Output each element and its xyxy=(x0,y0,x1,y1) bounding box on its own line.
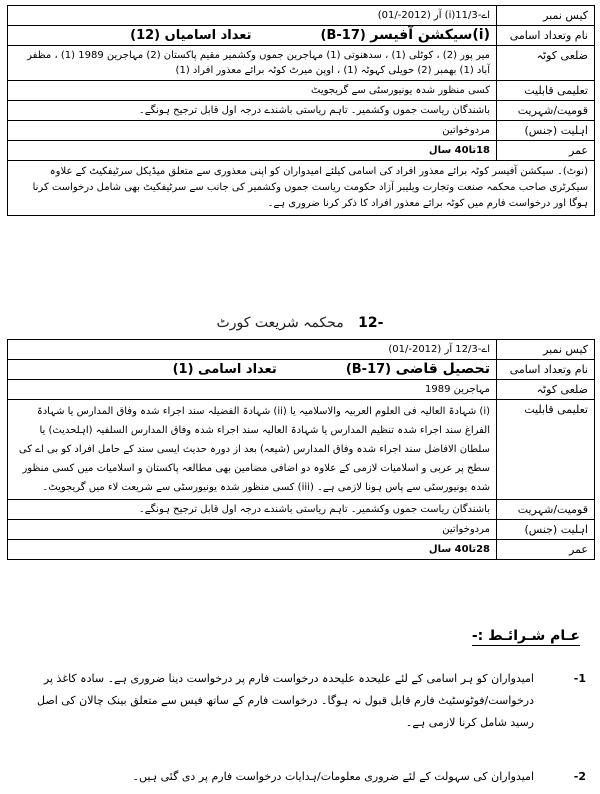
department-heading xyxy=(0,315,600,331)
age-label: عمر xyxy=(497,540,595,560)
nationality-label: قومیت/شہریت xyxy=(497,500,595,520)
table-row xyxy=(8,101,595,121)
age-label: عمر xyxy=(497,141,595,161)
table-row xyxy=(8,6,595,26)
age-value: 28تا40 سال xyxy=(8,540,497,560)
quota-value: میر پور (2) ، کوٹلی (1) ، سدھنوتی (1) مہاجرین جموں وکشمیر مقیم پاکستان (2) مہاجرین 1989 (1) ، مظفر آباد (1) بھمبر (2) حویلی کہوٹہ (1) ، اوپن میرٹ کوٹہ برائے معذور افراد (1) xyxy=(8,46,497,81)
gender-label: اہلیت (جنس) xyxy=(497,121,595,141)
quota-value: مہاجرین 1989 xyxy=(8,380,497,400)
case-number-label: کیس نمبر xyxy=(497,340,595,360)
post-name: تحصیل قاضی xyxy=(395,361,490,377)
post-label: نام وتعداد اسامی xyxy=(497,360,595,380)
condition-item xyxy=(10,668,586,734)
department-number: -12 xyxy=(358,315,384,331)
table-row xyxy=(8,520,595,540)
table-row xyxy=(8,141,595,161)
gender-value: مردوخواتین xyxy=(8,121,497,141)
condition-text: امیدواران کی سہولت کے لئے ضروری معلومات/ہدایات درخواست فارم پر دی گئی ہیں۔ xyxy=(132,770,534,783)
education-value: (i) شہادۃ العالیہ فی العلوم العربیہ والاسلامیہ یا (ii) شہادۃ الفضیلہ سند اجراء شدہ وفاق المدارس یا شہادۃ الفراغ سند اجراء شدہ تنظیم المدارس یا شہادۃ العالیہ سند اجراء شدہ وفاق المدارس السلفیہ (اہلحدیث) یا سلطان الافاضل سند اجراء شدہ وفاق المدارس (شیعہ) بعد از دورہ حدیث ایسی سند کے حامل افراد کو بی اے کی سطح پر عربی و اسلامیات لازمی کے علاوہ دو اضافی مضامین بھی مطالعہ پاکستان و اسلامیات میں کسی منظور شدہ یونیورسٹی سے پاس ہونا لازمی ہے۔ (iii) کسی منظور شدہ یونیورسٹی سے شریعت لاء میں گریجویٹ۔ xyxy=(8,400,497,500)
department-name: محکمہ شریعت کورٹ xyxy=(216,315,344,331)
post-cell xyxy=(8,26,497,46)
nationality-label: قومیت/شہریت xyxy=(497,101,595,121)
recruitment-table-tehsil-qazi xyxy=(7,339,595,560)
gender-value: مردوخواتین xyxy=(8,520,497,540)
table-row xyxy=(8,81,595,101)
general-conditions-title: عـام شـرائـط :- xyxy=(471,628,580,644)
recruitment-table-section-officer xyxy=(7,5,595,216)
post-grade: (B-17) xyxy=(320,28,366,43)
post-count: تعداد اسامیاں (12) xyxy=(130,28,252,43)
case-number-value: اے-11/3(i) آر (2012-/01) xyxy=(8,6,497,26)
nationality-value: باشندگان ریاست جموں وکشمیر۔ تاہم ریاستی باشندے درجہ اول قابل ترجیح ہونگے۔ xyxy=(8,500,497,520)
post-name: (i)سیکشن آفیسر xyxy=(370,27,490,43)
post-label: نام وتعداد اسامی xyxy=(497,26,595,46)
post-count: تعداد اسامی (1) xyxy=(172,362,277,377)
condition-number: -1 xyxy=(573,672,586,685)
condition-item xyxy=(10,766,586,788)
table-row xyxy=(8,500,595,520)
table-row xyxy=(8,340,595,360)
condition-text: امیدواران کو ہر اسامی کے لئے علیحدہ علیحدہ درخواست فارم پر درخواست دینا ضروری ہے۔ سادہ کاغذ پر درخواست/فوٹوسٹیٹ فارم قابل قبول نہ ہوگا۔ درخواست فارم کے ساتھ فیس سے متعلق بینک چالان کی اصل رسید شامل کرنا لازمی ہے۔ xyxy=(37,672,534,729)
table-row xyxy=(8,161,595,216)
education-label: تعلیمی قابلیت xyxy=(497,400,595,500)
table-row xyxy=(8,26,595,46)
education-value: کسی منظور شدہ یونیورسٹی سے گریجویٹ xyxy=(8,81,497,101)
table-row xyxy=(8,46,595,81)
post-cell xyxy=(8,360,497,380)
table-row xyxy=(8,380,595,400)
condition-number: -2 xyxy=(573,770,586,783)
table-row xyxy=(8,121,595,141)
table-row xyxy=(8,540,595,560)
quota-label: ضلعی کوٹہ xyxy=(497,46,595,81)
table-row xyxy=(8,360,595,380)
gender-label: اہلیت (جنس) xyxy=(497,520,595,540)
case-number-label: کیس نمبر xyxy=(497,6,595,26)
note-text: (نوٹ)۔ سیکشن آفیسر کوٹہ برائے معذور افراد کی اسامی کیلئے امیدواران کو اپنی معذوری سے متعلق میڈیکل سرٹیفکیٹ کے علاوہ سیکرٹری صاحب محکمہ صنعت وتجارت ویلیبر آزاد حکومت ریاست جموں وکشمیر کی جانب سے سرٹیفکیٹ بھی شامل درخواست کرنا ہوگا اور درخواست فارم میں کوٹہ برائے معذور افراد کا ذکر کرنا ضروری ہے۔ xyxy=(8,161,595,216)
age-value: 18تا40 سال xyxy=(8,141,497,161)
nationality-value: باشندگان ریاست جموں وکشمیر۔ تاہم ریاستی باشندے درجہ اول قابل ترجیح ہونگے۔ xyxy=(8,101,497,121)
table-row xyxy=(8,400,595,500)
quota-label: ضلعی کوٹہ xyxy=(497,380,595,400)
post-grade: (B-17) xyxy=(345,362,392,377)
case-number-value: اے-12/3 آر (2012-/01) xyxy=(8,340,497,360)
education-label: تعلیمی قابلیت xyxy=(497,81,595,101)
